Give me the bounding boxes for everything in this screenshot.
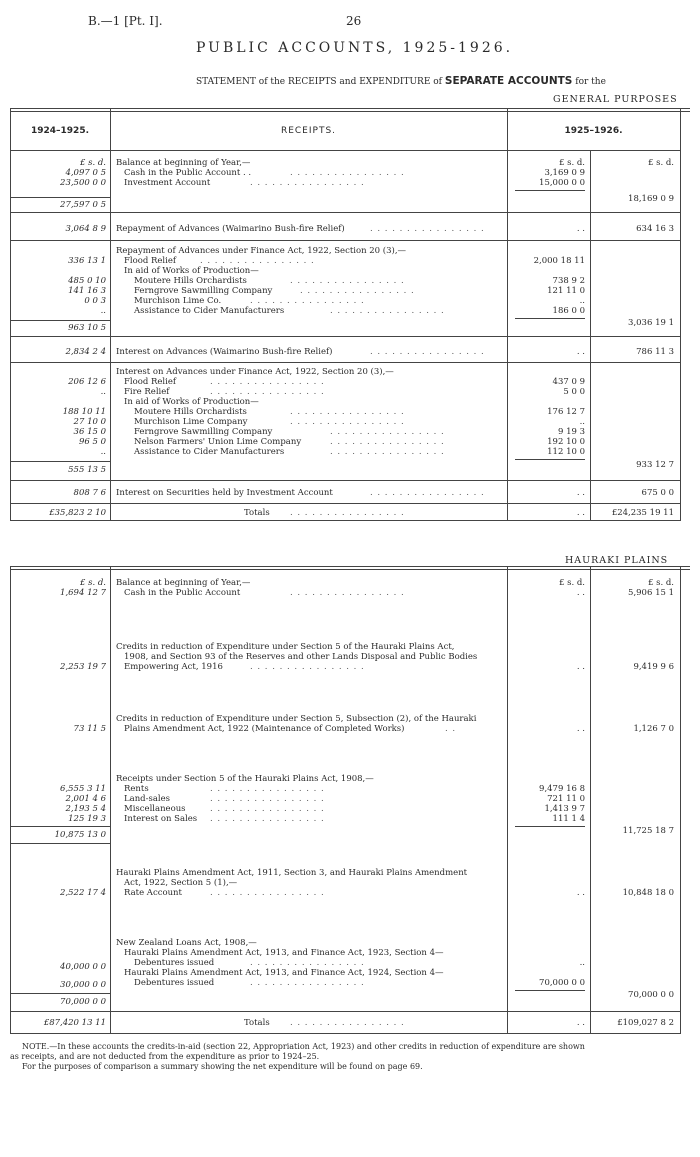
currency2-right: £ s. d.: [647, 578, 674, 588]
int-cider-prev: ..: [100, 447, 106, 457]
repay-flood-label: Flood Relief: [124, 256, 177, 266]
currency-prev: £ s. d.: [79, 158, 106, 168]
leader-dots: . .: [445, 724, 457, 734]
header-1924-1925: 1924–1925.: [30, 126, 90, 136]
h-credits52-prev: 73 11 5: [73, 724, 106, 734]
int-murchison-label: Murchison Lime Company: [134, 417, 248, 427]
page-reference: B.—1 [Pt. I].: [88, 14, 163, 28]
balance-label: Balance at beginning of Year,—: [116, 158, 251, 168]
h-amend1911-prev: 2,522 17 4: [60, 888, 106, 898]
repay-ferngrove-label: Ferngrove Sawmilling Company: [134, 286, 273, 296]
repay-moutere-label: Moutere Hills Orchardists: [134, 276, 247, 286]
h-amend1911-line1: Hauraki Plains Amendment Act, 1911, Section 3, and Hauraki Plains Amendment: [116, 868, 468, 878]
currency2-prev: £ s. d.: [79, 578, 106, 588]
repay-fin-total-curr: 3,036 19 1: [628, 318, 674, 328]
repay-cider-curr: 186 0 0: [552, 306, 585, 316]
int-moutere-label: Moutere Hills Orchardists: [134, 407, 247, 417]
leader-dots: . . . . . . . . . . . . . . . .: [250, 958, 365, 968]
repay-bush-label: Repayment of Advances (Waimarino Bush-fire Relief): [116, 224, 345, 234]
balance-cash-prev: 4,097 0 5: [65, 168, 106, 178]
h-receipts5-label: Receipts under Section 5 of the Hauraki Plains Act, 1908,—: [116, 774, 374, 784]
balance-total-curr: 18,169 0 9: [628, 194, 674, 204]
h-receipts5-total-curr: 11,725 18 7: [622, 826, 674, 836]
leader-dots: . . . . . . . . . . . . . . . .: [210, 794, 325, 804]
leader-dots: . . . . . . . . . . . . . . . .: [290, 508, 405, 518]
h-loans-l1-curr: ..: [579, 958, 585, 968]
h-amend1911-mid: . .: [576, 888, 585, 898]
h-land-curr: 721 11 0: [547, 794, 585, 804]
h-loans-l1-deb: Debentures issued: [134, 958, 215, 968]
leader-dots: . . . . . . . . . . . . . . . .: [370, 347, 485, 357]
h-loans-l2-curr: 70,000 0 0: [539, 978, 585, 988]
note-line-2: as receipts, and are not deducted from the expenditure as prior to 1924–25.: [10, 1052, 320, 1061]
h-loans-l1-prev: 40,000 0 0: [60, 962, 106, 972]
int-nelson-prev: 96 5 0: [78, 437, 106, 447]
note-line-1: NOTE.—In these accounts the credits-in-aid (section 22, Appropriation Act, 1923) and other credits in reduction of expenditure are shown: [22, 1042, 585, 1051]
int-flood-label: Flood Relief: [124, 377, 177, 387]
int-ferngrove-label: Ferngrove Sawmilling Company: [134, 427, 273, 437]
int-ferngrove-prev: 36 15 0: [73, 427, 106, 437]
leader-dots: . . . . . . . . . . . . . . . .: [250, 178, 365, 188]
repay-murchison-curr: ..: [579, 296, 585, 306]
balance-investment-curr: 15,000 0 0: [539, 178, 585, 188]
leader-dots: . . . . . . . . . . . . . . . .: [250, 978, 365, 988]
leader-dots: . . . . . . . . . . . . . . . .: [370, 224, 485, 234]
int-flood-prev: 206 12 6: [68, 377, 106, 387]
h-credits52-curr: 1,126 7 0: [633, 724, 674, 734]
int-bush-curr: 786 11 3: [636, 347, 674, 357]
h-interest-label: Interest on Sales: [124, 814, 198, 824]
leader-dots: . . . . . . . . . . . . . . . .: [210, 814, 325, 824]
int-fin-total-curr: 933 12 7: [636, 460, 674, 470]
int-moutere-curr: 176 12 7: [547, 407, 585, 417]
balance-investment-prev: 23,500 0 0: [60, 178, 106, 188]
balance-cash-label: Cash in the Public Account . .: [124, 168, 252, 178]
leader-dots: . . . . . . . . . . . . . . . .: [210, 804, 325, 814]
header-1925-1926: 1925–1926.: [564, 126, 623, 136]
h-amend1911-line2: Act, 1922, Section 5 (1),—: [124, 878, 238, 888]
h-land-label: Land-sales: [124, 794, 171, 804]
repay-fin-label: Repayment of Advances under Finance Act, 1922, Section 20 (3),—: [116, 246, 407, 256]
leader-dots: . . . . . . . . . . . . . . . .: [330, 427, 445, 437]
h-balance-label: Balance at beginning of Year,—: [116, 578, 251, 588]
repay-bush-mid: . .: [576, 224, 585, 234]
note-line-3: For the purposes of comparison a summary showing the net expenditure will be found on page 69.: [22, 1062, 423, 1071]
h-credits52-mid: . .: [576, 724, 585, 734]
int-bush-prev: 2,834 2 4: [65, 347, 106, 357]
balance-investment-label: Investment Account: [124, 178, 211, 188]
int-moutere-prev: 188 10 11: [62, 407, 106, 417]
h-amend1911-curr: 10,848 18 0: [622, 888, 674, 898]
totals1-prev: £35,823 2 10: [49, 508, 106, 518]
leader-dots: . . . . . . . . . . . . . . . .: [330, 306, 445, 316]
leader-dots: . . . . . . . . . . . . . . . .: [210, 387, 325, 397]
h-balance-prev: 1,694 12 7: [60, 588, 106, 598]
int-sec-label: Interest on Securities held by Investment Account: [116, 488, 333, 498]
h-loans-l1: Hauraki Plains Amendment Act, 1913, and Finance Act, 1923, Section 4—: [124, 948, 444, 958]
h-balance-curr: 5,906 15 1: [628, 588, 674, 598]
repay-murchison-label: Murchison Lime Co.: [134, 296, 222, 306]
leader-dots: . . . . . . . . . . . . . . . .: [210, 888, 325, 898]
leader-dots: . . . . . . . . . . . . . . . .: [290, 417, 405, 427]
leader-dots: . . . . . . . . . . . . . . . .: [210, 784, 325, 794]
h-misc-prev: 2,193 5 4: [65, 804, 106, 814]
h-credits5-line3: Empowering Act, 1916: [124, 662, 223, 672]
leader-dots: . . . . . . . . . . . . . . . .: [250, 296, 365, 306]
section-hauraki-plains: HAURAKI PLAINS: [565, 555, 669, 566]
int-sec-curr: 675 0 0: [641, 488, 674, 498]
totals1-mid: . .: [576, 508, 585, 518]
h-loans-l2-deb: Debentures issued: [134, 978, 215, 988]
leader-dots: . . . . . . . . . . . . . . . .: [250, 662, 365, 672]
page-number: 26: [346, 14, 362, 28]
leader-dots: . . . . . . . . . . . . . . . .: [290, 276, 405, 286]
h-land-prev: 2,001 4 6: [65, 794, 106, 804]
int-cider-curr: 112 10 0: [547, 447, 585, 457]
leader-dots: . . . . . . . . . . . . . . . .: [370, 488, 485, 498]
h-interest-curr: 111 1 4: [552, 814, 585, 824]
h-rents-prev: 6,555 3 11: [60, 784, 106, 794]
section-general-purposes: GENERAL PURPOSES: [553, 94, 678, 105]
repay-ferngrove-prev: 141 16 3: [68, 286, 106, 296]
h-misc-label: Miscellaneous: [124, 804, 186, 814]
subtitle-pre: STATEMENT of the RECEIPTS and EXPENDITURE of: [196, 77, 443, 87]
h-credits52-line2: Plains Amendment Act, 1922 (Maintenance of Completed Works): [124, 724, 405, 734]
int-works-label: In aid of Works of Production—: [124, 397, 259, 407]
leader-dots: . . . . . . . . . . . . . . . .: [300, 286, 415, 296]
int-ferngrove-curr: 9 19 3: [557, 427, 585, 437]
leader-dots: . . . . . . . . . . . . . . . .: [290, 1018, 405, 1028]
repay-moutere-curr: 738 9 2: [552, 276, 585, 286]
currency2-mid: £ s. d.: [558, 578, 585, 588]
page-title: PUBLIC ACCOUNTS, 1925-1926.: [196, 40, 514, 56]
int-nelson-curr: 192 10 0: [547, 437, 585, 447]
totals2-prev: £87,420 13 11: [43, 1018, 106, 1028]
int-fire-prev: ..: [100, 387, 106, 397]
h-receipts5-total-prev: 10,875 13 0: [54, 830, 106, 840]
int-sec-mid: . .: [576, 488, 585, 498]
leader-dots: . . . . . . . . . . . . . . . .: [330, 437, 445, 447]
repay-bush-curr: 634 16 3: [636, 224, 674, 234]
currency-right: £ s. d.: [647, 158, 674, 168]
repay-works-label: In aid of Works of Production—: [124, 266, 259, 276]
int-bush-label: Interest on Advances (Waimarino Bush-fire Relief): [116, 347, 333, 357]
totals2-curr: £109,027 8 2: [617, 1018, 674, 1028]
h-credits52-line1: Credits in reduction of Expenditure under Section 5, Subsection (2), of the Hauraki: [116, 714, 477, 724]
int-bush-mid: . .: [576, 347, 585, 357]
balance-cash-curr: 3,169 0 9: [544, 168, 585, 178]
h-loans-total-curr: 70,000 0 0: [628, 990, 674, 1000]
leader-dots: . . . . . . . . . . . . . . . .: [290, 168, 405, 178]
int-murchison-curr: ..: [579, 417, 585, 427]
h-credits5-mid: . .: [576, 662, 585, 672]
int-sec-prev: 808 7 6: [73, 488, 106, 498]
h-balance-mid: . .: [576, 588, 585, 598]
h-credits5-curr: 9,419 9 6: [633, 662, 674, 672]
totals1-curr: £24,235 19 11: [611, 508, 674, 518]
balance-total-prev: 27,597 0 5: [60, 200, 106, 210]
h-loans-label: New Zealand Loans Act, 1908,—: [116, 938, 257, 948]
leader-dots: . . . . . . . . . . . . . . . .: [200, 256, 315, 266]
currency-mid: £ s. d.: [558, 158, 585, 168]
repay-fin-total-prev: 963 10 5: [68, 323, 106, 333]
h-rents-label: Rents: [124, 784, 149, 794]
int-fin-label: Interest on Advances under Finance Act, 1922, Section 20 (3),—: [116, 367, 394, 377]
h-rents-curr: 9,479 16 8: [539, 784, 585, 794]
repay-flood-curr: 2,000 18 11: [533, 256, 585, 266]
repay-flood-prev: 336 13 1: [68, 256, 106, 266]
h-credits5-line1: Credits in reduction of Expenditure under Section 5 of the Hauraki Plains Act,: [116, 642, 455, 652]
int-nelson-label: Nelson Farmers' Union Lime Company: [134, 437, 302, 447]
repay-murchison-prev: 0 0 3: [84, 296, 106, 306]
totals2-mid: . .: [576, 1018, 585, 1028]
int-flood-curr: 437 0 9: [552, 377, 585, 387]
header-receipts: RECEIPTS.: [280, 126, 337, 136]
int-fire-label: Fire Relief: [124, 387, 170, 397]
subtitle-post: for the: [575, 77, 606, 87]
totals1-label: Totals: [244, 508, 270, 518]
totals2-label: Totals: [244, 1018, 270, 1028]
int-cider-label: Assistance to Cider Manufacturers: [134, 447, 285, 457]
h-loans-l2-prev: 30,000 0 0: [60, 980, 106, 990]
statement-subtitle: [196, 75, 606, 87]
repay-cider-label: Assistance to Cider Manufacturers: [134, 306, 285, 316]
h-rate-account-label: Rate Account: [124, 888, 182, 898]
repay-moutere-prev: 485 0 10: [68, 276, 106, 286]
subtitle-bold: SEPARATE ACCOUNTS: [444, 75, 573, 87]
int-murchison-prev: 27 10 0: [73, 417, 106, 427]
h-credits5-line2: 1908, and Section 93 of the Reserves and other Lands Disposal and Public Bodies: [124, 652, 478, 662]
h-balance-cash-label: Cash in the Public Account: [124, 588, 241, 598]
h-credits5-prev: 2,253 19 7: [60, 662, 106, 672]
h-interest-prev: 125 19 3: [68, 814, 106, 824]
repay-bush-prev: 3,064 8 9: [65, 224, 106, 234]
int-fire-curr: 5 0 0: [563, 387, 585, 397]
h-loans-l2: Hauraki Plains Amendment Act, 1913, and Finance Act, 1924, Section 4—: [124, 968, 444, 978]
h-loans-total-prev: 70,000 0 0: [60, 997, 106, 1007]
repay-cider-prev: ..: [100, 306, 106, 316]
leader-dots: . . . . . . . . . . . . . . . .: [290, 588, 405, 598]
leader-dots: . . . . . . . . . . . . . . . .: [290, 407, 405, 417]
leader-dots: . . . . . . . . . . . . . . . .: [210, 377, 325, 387]
int-fin-total-prev: 555 13 5: [68, 465, 106, 475]
repay-ferngrove-curr: 121 11 0: [547, 286, 585, 296]
h-misc-curr: 1,413 9 7: [544, 804, 585, 814]
leader-dots: . . . . . . . . . . . . . . . .: [330, 447, 445, 457]
